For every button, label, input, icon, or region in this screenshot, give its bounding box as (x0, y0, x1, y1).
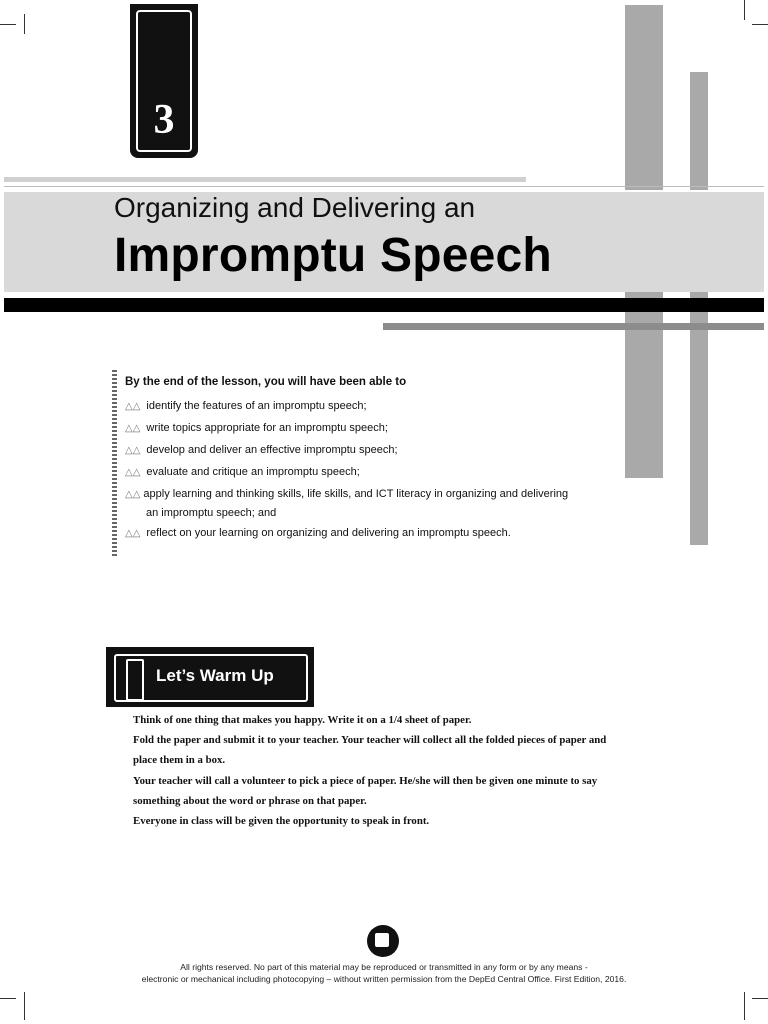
crop-mark (752, 998, 768, 999)
objective-item: △△ identify the features of an impromptu speech; (125, 400, 367, 412)
crop-mark (0, 24, 16, 25)
triangle-bullet-icon: △△ (125, 528, 141, 539)
binder-clip-icon (126, 659, 144, 701)
gray-rule (383, 323, 764, 330)
instruction-line: Everyone in class will be given the opportunity to speak in front. (133, 815, 430, 828)
instruction-line: Your teacher will call a volunteer to pick a piece of paper. He/she will then be given one minute to say (133, 774, 598, 787)
divider-line (4, 177, 526, 182)
dotted-margin-line (112, 370, 117, 556)
triangle-bullet-icon: △△ (125, 467, 141, 478)
footer-line: electronic or mechanical including photocopying – without written permission from the DepEd Central Office. First Edition, 2016. (141, 974, 627, 984)
instruction-line: place them in a box. (133, 754, 226, 767)
objectives-heading: By the end of the lesson, you will have been able to (125, 376, 407, 388)
triangle-bullet-icon: △△ (125, 401, 141, 412)
chapter-number: 3 (153, 97, 175, 143)
decorative-bar (625, 5, 663, 190)
triangle-bullet-icon: △△ (125, 489, 141, 500)
objective-item: △△ write topics appropriate for an impromptu speech; (125, 422, 388, 434)
objective-item: △△ reflect on your learning on organizing and delivering an impromptu speech. (125, 527, 511, 539)
page-marker-icon (367, 925, 399, 957)
triangle-bullet-icon: △△ (125, 445, 141, 456)
page-marker-square (375, 933, 389, 947)
chapter-tab (130, 4, 198, 158)
instruction-line: something about the word or phrase on that paper. (133, 794, 367, 807)
warm-up-frame (114, 654, 308, 702)
crop-mark (24, 14, 25, 34)
objective-item: △△ develop and deliver an effective impromptu speech; (125, 444, 398, 456)
objective-item: △△ apply learning and thinking skills, life skills, and ICT literacy in organizing and delivering an impromptu speech; and (125, 488, 569, 519)
instruction-line: Think of one thing that makes you happy. Write it on a 1/4 sheet of paper. (133, 714, 472, 726)
crop-mark (744, 992, 745, 1020)
crop-mark (752, 24, 768, 25)
crop-mark (0, 998, 16, 999)
title-band (4, 192, 764, 292)
crop-mark (24, 992, 25, 1020)
footer-line: All rights reserved. No part of this material may be reproduced or transmitted in any form or by any means - (180, 962, 588, 972)
decorative-bar (625, 292, 663, 478)
objective-item: △△ evaluate and critique an impromptu speech; (125, 466, 360, 478)
warm-up-instructions (133, 710, 663, 831)
lesson-title: Impromptu Speech (114, 229, 552, 282)
triangle-bullet-icon: △△ (125, 423, 141, 434)
warm-up-label: Let’s Warm Up (156, 666, 274, 685)
black-rule (4, 298, 764, 312)
warm-up-header (106, 647, 314, 707)
copyright-footer (80, 961, 688, 985)
lesson-subtitle: Organizing and Delivering an (114, 192, 476, 223)
divider-line (4, 186, 764, 187)
crop-mark (744, 0, 745, 20)
instruction-line: Fold the paper and submit it to your teacher. Your teacher will collect all the folded pieces of paper and (133, 734, 607, 747)
decorative-bar (690, 72, 708, 190)
